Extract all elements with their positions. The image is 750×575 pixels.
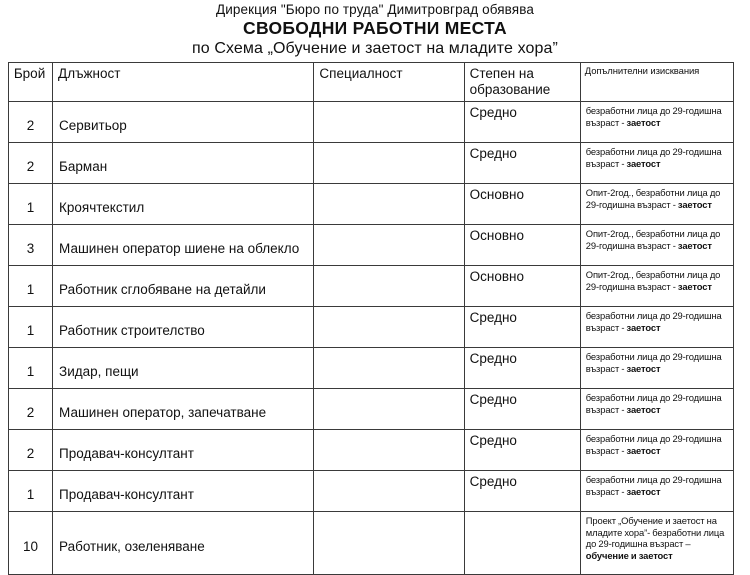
cell-requirements <box>580 184 733 225</box>
table-header-row <box>9 63 734 102</box>
heading-title: СВОБОДНИ РАБОТНИ МЕСТА <box>243 18 507 38</box>
row-specialty-value <box>314 512 463 543</box>
requirements-emphasis: заетост <box>626 485 661 497</box>
cell-requirements <box>580 307 733 348</box>
table-row <box>9 389 734 430</box>
row-count-value: 1 <box>26 282 35 297</box>
row-count-value: 2 <box>26 159 35 174</box>
table-row <box>9 430 734 471</box>
cell-specialty <box>314 143 464 184</box>
cell-education <box>464 102 580 143</box>
cell-specialty <box>314 348 464 389</box>
row-position-value: Зидар, пещи <box>59 364 139 379</box>
cell-position <box>53 184 314 225</box>
cell-requirements <box>580 430 733 471</box>
cell-education <box>464 471 580 512</box>
row-education-value <box>465 512 580 531</box>
row-position-value: Работник сглобяване на детайли <box>59 282 266 297</box>
vacancies-table-container <box>8 62 734 575</box>
requirements-text: Опит-2год., безработни лица до 29-годишна възраст - <box>585 228 721 251</box>
row-specialty-value <box>314 430 463 461</box>
row-education-value: Средно <box>469 392 517 407</box>
cell-position <box>53 266 314 307</box>
cell-requirements <box>580 389 733 430</box>
requirements-text: безработни лица до 29-годишна възраст - <box>585 146 722 169</box>
cell-count <box>9 512 53 575</box>
row-count-value: 2 <box>26 405 35 420</box>
row-requirements-value <box>581 143 733 169</box>
row-requirements-value <box>581 184 733 210</box>
requirements-emphasis: заетост <box>677 280 712 292</box>
row-position-value: Работник, озеленяване <box>59 539 205 554</box>
row-requirements-value <box>581 512 733 561</box>
header-cell-specialty <box>314 63 464 102</box>
row-specialty-value <box>314 348 463 379</box>
row-count-value: 10 <box>23 539 39 554</box>
row-education-value: Основно <box>469 187 524 202</box>
cell-position <box>53 143 314 184</box>
table-row <box>9 307 734 348</box>
row-education-value: Средно <box>469 105 517 120</box>
header-label-count: Брой <box>13 66 46 81</box>
cell-specialty <box>314 307 464 348</box>
header-cell-requirements <box>580 63 733 102</box>
row-education-value: Основно <box>469 269 524 284</box>
row-requirements-value <box>581 471 733 497</box>
requirements-emphasis: обучение и заетост <box>585 549 673 561</box>
cell-position <box>53 430 314 471</box>
row-position-value: Сервитьор <box>59 118 127 133</box>
row-count-value: 1 <box>26 364 35 379</box>
cell-education <box>464 512 580 575</box>
cell-position <box>53 471 314 512</box>
header-cell-education <box>464 63 580 102</box>
row-requirements-value <box>581 389 733 415</box>
requirements-text: Проект „Обучение и заетост на младите хора”- безработни лица до 29-годишна възраст – <box>585 515 725 550</box>
requirements-text: безработни лица до 29-годишна възраст - <box>585 433 722 456</box>
row-requirements-value <box>581 430 733 456</box>
table-row <box>9 266 734 307</box>
vacancies-table <box>8 62 734 575</box>
table-row <box>9 143 734 184</box>
row-count-value: 2 <box>26 446 35 461</box>
cell-count <box>9 184 53 225</box>
header-cell-position <box>53 63 314 102</box>
heading-scheme: по Схема „Обучение и заетост на младите хора” <box>192 40 558 57</box>
row-count-value: 3 <box>26 241 35 256</box>
header-cell-count <box>9 63 53 102</box>
requirements-emphasis: заетост <box>626 157 661 169</box>
row-education-value: Средно <box>469 474 517 489</box>
cell-requirements <box>580 348 733 389</box>
row-education-value: Средно <box>469 146 517 161</box>
requirements-emphasis: заетост <box>677 198 712 210</box>
header-label-requirements: Допълнителни изисквания <box>584 66 700 77</box>
cell-education <box>464 266 580 307</box>
row-count-value: 2 <box>26 118 35 133</box>
row-position-value: Кроячтекстил <box>59 200 145 215</box>
row-education-value: Основно <box>469 228 524 243</box>
header-label-specialty: Специалност <box>319 66 403 81</box>
cell-specialty <box>314 184 464 225</box>
row-position-value: Машинен оператор, запечатване <box>59 405 267 420</box>
cell-education <box>464 307 580 348</box>
requirements-emphasis: заетост <box>626 116 661 128</box>
cell-education <box>464 184 580 225</box>
cell-requirements <box>580 512 733 575</box>
cell-specialty <box>314 389 464 430</box>
row-count-value: 1 <box>26 323 35 338</box>
row-position-value: Машинен оператор шиене на облекло <box>59 241 300 256</box>
table-row <box>9 512 734 575</box>
requirements-text: Опит-2год., безработни лица до 29-годишна възраст - <box>585 187 721 210</box>
cell-requirements <box>580 471 733 512</box>
cell-position <box>53 307 314 348</box>
row-count-value: 1 <box>26 200 35 215</box>
row-education-value: Средно <box>469 433 517 448</box>
cell-specialty <box>314 266 464 307</box>
heading-office-line: Дирекция "Бюро по труда" Димитровград обявява <box>216 2 534 17</box>
cell-education <box>464 348 580 389</box>
row-specialty-value <box>314 266 463 297</box>
cell-position <box>53 348 314 389</box>
cell-count <box>9 266 53 307</box>
cell-position <box>53 389 314 430</box>
table-row <box>9 225 734 266</box>
cell-requirements <box>580 266 733 307</box>
table-row <box>9 102 734 143</box>
cell-education <box>464 430 580 471</box>
row-specialty-value <box>314 143 463 174</box>
cell-count <box>9 430 53 471</box>
table-row <box>9 471 734 512</box>
row-requirements-value <box>581 102 733 128</box>
row-position-value: Продавач-консултант <box>59 446 194 461</box>
cell-position <box>53 102 314 143</box>
cell-requirements <box>580 102 733 143</box>
row-education-value: Средно <box>469 351 517 366</box>
requirements-text: безработни лица до 29-годишна възраст - <box>585 105 722 128</box>
row-count-value: 1 <box>26 487 35 502</box>
cell-count <box>9 348 53 389</box>
cell-specialty <box>314 430 464 471</box>
cell-count <box>9 102 53 143</box>
row-specialty-value <box>314 102 463 133</box>
cell-education <box>464 225 580 266</box>
requirements-text: Опит-2год., безработни лица до 29-годишна възраст - <box>585 269 721 292</box>
row-requirements-value <box>581 266 733 292</box>
requirements-text: безработни лица до 29-годишна възраст - <box>585 351 722 374</box>
cell-requirements <box>580 225 733 266</box>
row-education-value: Средно <box>469 310 517 325</box>
cell-specialty <box>314 225 464 266</box>
cell-position <box>53 225 314 266</box>
requirements-emphasis: заетост <box>626 403 661 415</box>
cell-requirements <box>580 143 733 184</box>
cell-education <box>464 143 580 184</box>
cell-specialty <box>314 471 464 512</box>
row-specialty-value <box>314 471 463 502</box>
table-row <box>9 184 734 225</box>
cell-specialty <box>314 102 464 143</box>
header-label-position: Длъжност <box>58 66 121 81</box>
requirements-emphasis: заетост <box>677 239 712 251</box>
cell-count <box>9 389 53 430</box>
row-specialty-value <box>314 184 463 215</box>
requirements-emphasis: заетост <box>626 321 661 333</box>
cell-position <box>53 512 314 575</box>
requirements-emphasis: заетост <box>626 444 661 456</box>
row-specialty-value <box>314 225 463 256</box>
row-position-value: Барман <box>59 159 108 174</box>
row-specialty-value <box>314 307 463 338</box>
row-requirements-value <box>581 348 733 374</box>
cell-count <box>9 225 53 266</box>
requirements-text: безработни лица до 29-годишна възраст - <box>585 310 722 333</box>
row-specialty-value <box>314 389 463 420</box>
cell-count <box>9 307 53 348</box>
row-requirements-value <box>581 225 733 251</box>
header-label-education: Степен на образование <box>469 66 551 97</box>
table-row <box>9 348 734 389</box>
row-requirements-value <box>581 307 733 333</box>
requirements-text: безработни лица до 29-годишна възраст - <box>585 474 722 497</box>
row-position-value: Продавач-консултант <box>59 487 194 502</box>
cell-specialty <box>314 512 464 575</box>
requirements-emphasis: заетост <box>626 362 661 374</box>
requirements-text: безработни лица до 29-годишна възраст - <box>585 392 722 415</box>
document-heading <box>0 0 750 59</box>
row-position-value: Работник строителство <box>59 323 205 338</box>
cell-count <box>9 471 53 512</box>
cell-education <box>464 389 580 430</box>
cell-count <box>9 143 53 184</box>
